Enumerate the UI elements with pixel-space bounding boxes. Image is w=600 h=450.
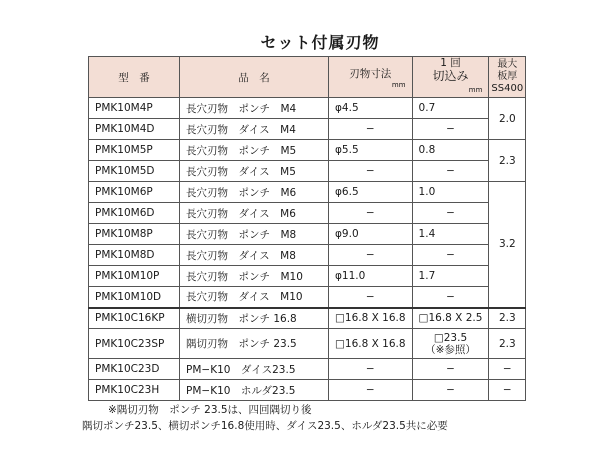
cell-cut: −	[412, 287, 489, 308]
cell-model: PMK10M5D	[89, 161, 180, 182]
header-cut-label: 切込み	[432, 69, 469, 83]
cell-size: φ9.0	[329, 224, 413, 245]
cell-cut: −	[412, 203, 489, 224]
header-cut-unit: mm	[468, 86, 483, 94]
table-row	[89, 119, 526, 140]
cell-name: 長穴刃物 ダイス M6	[180, 203, 329, 224]
table-row	[89, 161, 526, 182]
cell-model: PMK10M6P	[89, 182, 180, 203]
cell-name: 長穴刃物 ポンチ M8	[180, 224, 329, 245]
cell-model: PMK10C23SP	[89, 329, 180, 359]
cell-cut: 0.7	[412, 98, 489, 119]
table-row	[89, 329, 526, 359]
header-max-line1: 最大	[497, 59, 518, 70]
cell-model: PMK10C23D	[89, 359, 180, 380]
table-row	[89, 98, 526, 119]
cell-size: −	[329, 287, 413, 308]
footnote-line2: 隅切ポンチ23.5、横切ポンチ16.8使用時、ダイス23.5、ホルダ23.5共に必要	[82, 420, 448, 432]
cell-size: −	[329, 119, 413, 140]
table-row	[89, 380, 526, 401]
cell-size: φ11.0	[329, 266, 413, 287]
cell-model: PMK10M4D	[89, 119, 180, 140]
table-row	[89, 245, 526, 266]
table-row	[89, 224, 526, 245]
cell-size: □16.8 X 16.8	[329, 308, 413, 329]
header-max-line2: 板厚	[497, 71, 518, 82]
header-name: 品 名	[180, 57, 329, 98]
cell-name: PM−K10 ホルダ23.5	[180, 380, 329, 401]
cell-cut: −	[412, 380, 489, 401]
cell-cut-line1: □23.5	[433, 331, 468, 344]
cell-model: PMK10C16KP	[89, 308, 180, 329]
cell-name: 長穴刃物 ダイス M8	[180, 245, 329, 266]
table-row	[89, 140, 526, 161]
cell-size: −	[329, 380, 413, 401]
cell-max: 2.3	[489, 308, 526, 329]
cell-max: 2.3	[489, 329, 526, 359]
table-row	[89, 182, 526, 203]
table-row	[89, 266, 526, 287]
cell-name: 長穴刃物 ポンチ M10	[180, 266, 329, 287]
cell-cut: −	[412, 119, 489, 140]
cell-model: PMK10M4P	[89, 98, 180, 119]
table-row	[89, 308, 526, 329]
cell-name: 長穴刃物 ポンチ M4	[180, 98, 329, 119]
cell-model: PMK10C23H	[89, 380, 180, 401]
cell-size: −	[329, 359, 413, 380]
cell-cut: □16.8 X 2.5	[412, 308, 489, 329]
table-row	[89, 203, 526, 224]
cell-max: −	[489, 359, 526, 380]
cell-cut: 1.7	[412, 266, 489, 287]
cell-size: φ6.5	[329, 182, 413, 203]
header-size	[329, 57, 413, 98]
cell-name: 隅切刃物 ポンチ 23.5	[180, 329, 329, 359]
header-cut	[412, 57, 489, 98]
blade-table	[88, 56, 526, 401]
cell-name: 横切刃物 ポンチ 16.8	[180, 308, 329, 329]
cell-name: PM−K10 ダイス23.5	[180, 359, 329, 380]
cell-max-m6-m10: 3.2	[489, 182, 526, 308]
table-row	[89, 287, 526, 308]
cell-name: 長穴刃物 ダイス M10	[180, 287, 329, 308]
cell-max: −	[489, 380, 526, 401]
cell-cut	[412, 329, 489, 359]
cell-size: −	[329, 245, 413, 266]
header-cut-top: 1 回	[440, 57, 461, 69]
cell-name: 長穴刃物 ポンチ M5	[180, 140, 329, 161]
page-title: セット付属刃物	[260, 33, 380, 52]
cell-model: PMK10M6D	[89, 203, 180, 224]
cell-name: 長穴刃物 ポンチ M6	[180, 182, 329, 203]
cell-name: 長穴刃物 ダイス M4	[180, 119, 329, 140]
cell-size: φ4.5	[329, 98, 413, 119]
cell-cut: −	[412, 359, 489, 380]
cell-cut-line2: （※参照）	[425, 343, 476, 356]
cell-name: 長穴刃物 ダイス M5	[180, 161, 329, 182]
cell-model: PMK10M8D	[89, 245, 180, 266]
cell-max-m5: 2.3	[489, 140, 526, 182]
cell-cut: 1.0	[412, 182, 489, 203]
cell-cut: 1.4	[412, 224, 489, 245]
cell-max-m4: 2.0	[489, 98, 526, 140]
header-size-unit: mm	[391, 80, 406, 89]
cell-size: −	[329, 161, 413, 182]
cell-size: □16.8 X 16.8	[329, 329, 413, 359]
cell-cut: 0.8	[412, 140, 489, 161]
cell-model: PMK10M8P	[89, 224, 180, 245]
header-max-line3: SS400	[491, 83, 524, 94]
header-max	[489, 57, 526, 98]
cell-size: −	[329, 203, 413, 224]
cell-model: PMK10M10P	[89, 266, 180, 287]
header-model: 型 番	[89, 57, 180, 98]
header-size-label: 刃物寸法	[349, 67, 392, 80]
table-row	[89, 359, 526, 380]
cell-model: PMK10M10D	[89, 287, 180, 308]
cell-cut: −	[412, 161, 489, 182]
cell-model: PMK10M5P	[89, 140, 180, 161]
cell-size: φ5.5	[329, 140, 413, 161]
cell-cut: −	[412, 245, 489, 266]
footnote-line1: ※隅切刃物 ポンチ 23.5は、四回隅切り後	[108, 404, 312, 416]
